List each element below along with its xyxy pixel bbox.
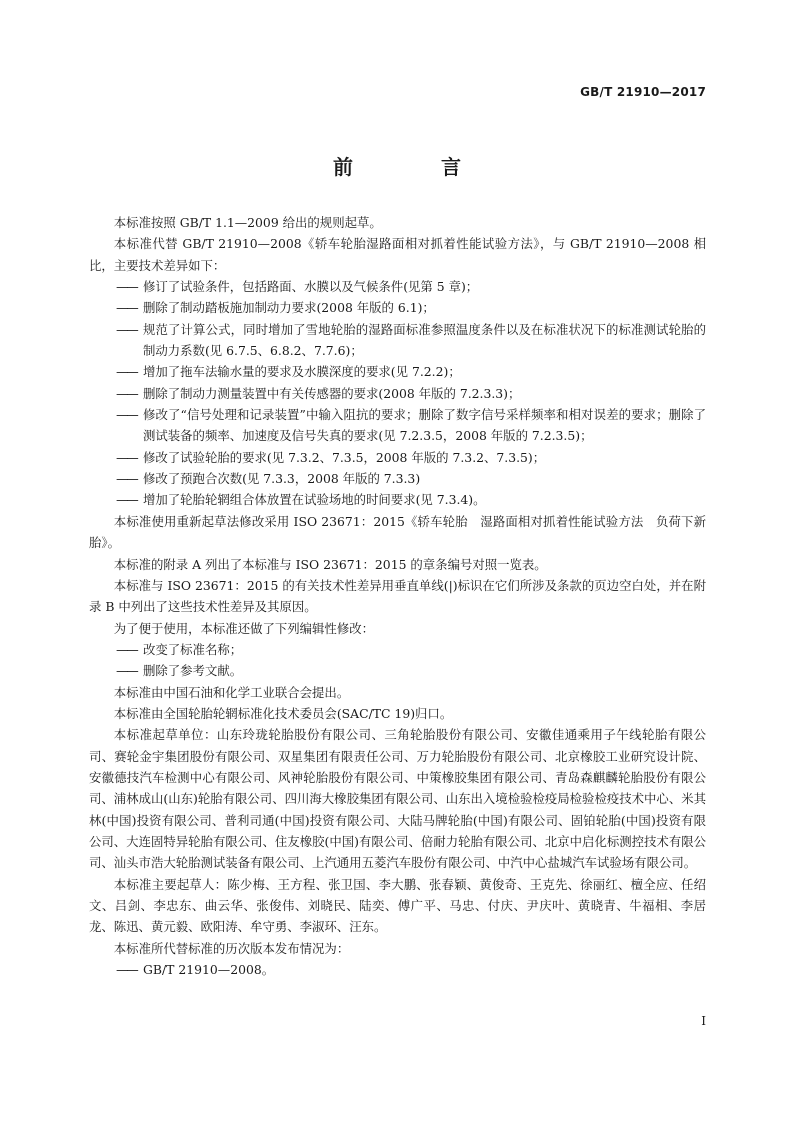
dash-marker: —— — [116, 471, 137, 487]
list-item-text: 删除了制动踏板施加制动力要求(2008 年版的 6.1)； — [143, 300, 435, 316]
list-item-text: 规范了计算公式，同时增加了雪地轮胎的湿路面标准参照温度条件以及在标准状况下的标准测试轮胎的制动力系数(见 6.7.5、6.8.2、7.7.6)； — [143, 321, 706, 359]
list-item — [89, 361, 706, 382]
list-item — [89, 468, 706, 489]
paragraph: 为了便于使用，本标准还做了下列编辑性修改： — [113, 620, 374, 636]
paragraph: 本标准使用重新起草法修改采用 ISO 23671：2015《轿车轮胎 湿路面相对抓着性能试验方法 负荷下新胎》。 — [89, 513, 706, 551]
list-item — [89, 297, 706, 318]
paragraph: 本标准代替 GB/T 21910—2008《轿车轮胎湿路面相对抓着性能试验方法》，与 GB/T 21910—2008 相比，主要技术差异如下： — [89, 236, 706, 273]
paragraph: 本标准的附录 A 列出了本标准与 ISO 23671：2015 的章条编号对照一览表。 — [113, 556, 547, 572]
dash-marker: —— — [116, 385, 137, 401]
list-item — [89, 383, 706, 404]
list-item — [89, 639, 706, 660]
list-item — [89, 959, 706, 980]
document-code: GB/T 21910—2017 — [580, 85, 706, 99]
changes-list — [89, 276, 706, 511]
paragraph: 本标准所代替标准的历次版本发布情况为： — [113, 940, 350, 956]
list-item-text: GB/T 21910—2008。 — [143, 962, 275, 978]
page-number: I — [701, 1014, 706, 1028]
list-item-text: 修改了预跑合次数(见 7.3.3，2008 年版的 7.3.3) — [143, 471, 421, 487]
list-item-text: 删除了参考文献。 — [143, 663, 243, 679]
list-item-text: 修订了试验条件，包括路面、水膜以及气候条件(见第 5 章)； — [143, 279, 479, 295]
paragraph: 本标准由中国石油和化学工业联合会提出。 — [113, 684, 350, 700]
page-title: 前 言 — [333, 155, 495, 179]
list-item — [89, 319, 706, 362]
editorial-list — [89, 639, 706, 682]
dash-marker: —— — [116, 364, 137, 380]
paragraph: 本标准由全国轮胎轮辋标准化技术委员会(SAC/TC 19)归口。 — [113, 705, 453, 721]
list-item — [89, 489, 706, 510]
list-item-text: 删除了制动力测量装置中有关传感器的要求(2008 年版的 7.2.3.3)； — [143, 385, 521, 401]
paragraph: 本标准起草单位：山东玲珑轮胎股份有限公司、三角轮胎股份有限公司、安徽佳通乘用子午线轮胎有限公司、赛轮金宇集团股份有限公司、双星集团有限责任公司、万力轮胎股份有限公司、北京橡胶工业研究设计院、安徽德技汽车检测中心有限公司、风神轮胎股份有限公司、中策橡胶集团有限公司、青岛森麒麟轮胎股份有限公司、浦林成山(山东)轮胎有限公司、四川海大橡胶集团有限公司、山东出入境检验检疫局检验检疫技术中心、米其林(中国)投资有限公司、普利司通(中国)投资有限公司、大陆马牌轮胎(中国)有限公司、固铂轮胎(中国)投资有限公司、大连固特异轮胎有限公司、住友橡胶(中国)有限公司、倍耐力轮胎有限公司、北京中启化标测控技术有限公司、汕头市浩大轮胎测试装备有限公司、上汽通用五菱汽车股份有限公司、中汽中心盐城汽车试验场有限公司。 — [89, 727, 706, 871]
list-item-text: 增加了轮胎轮辋组合体放置在试验场地的时间要求(见 7.3.4)。 — [143, 492, 486, 508]
dash-marker: —— — [116, 449, 137, 465]
paragraph: 本标准与 ISO 23671：2015 的有关技术性差异用垂直单线(|)标识在它们所涉及条款的页边空白处，并在附录 B 中列出了这些技术性差异及其原因。 — [89, 577, 706, 615]
list-item-text: 增加了拖车法输水量的要求及水膜深度的要求(见 7.2.2)； — [143, 364, 461, 380]
dash-marker: —— — [116, 663, 137, 679]
dash-marker: —— — [116, 321, 137, 337]
paragraph: 本标准按照 GB/T 1.1—2009 给出的规则起草。 — [113, 215, 382, 230]
list-item-text: 修改了“信号处理和记录装置”中输入阻抗的要求；删除了数字信号采样频率和相对误差的要求；删除了测试装备的频率、加速度及信号失真的要求(见 7.2.3.5，2008 年版的 7.2.3.5)； — [143, 407, 706, 444]
list-item-text: 改变了标准名称； — [143, 641, 243, 657]
list-item — [89, 404, 706, 447]
dash-marker: —— — [116, 279, 137, 295]
dash-marker: —— — [116, 641, 137, 657]
list-item — [89, 276, 706, 297]
paragraph: 本标准主要起草人：陈少梅、王方程、张卫国、李大鹏、张春颖、黄俊奇、王克先、徐丽红、檀全应、任绍文、吕剑、李忠东、曲云华、张俊伟、刘晓民、陆奕、傅广平、马忠、付庆、尹庆叶、黄晓青、牛福相、李居龙、陈迅、黄元毅、欧阳涛、牟守勇、李淑环、汪东。 — [89, 876, 706, 935]
foreword-body — [89, 212, 706, 980]
dash-marker: —— — [116, 962, 137, 978]
dash-marker: —— — [116, 492, 137, 508]
list-item — [89, 447, 706, 468]
list-item — [89, 660, 706, 681]
dash-marker: —— — [116, 407, 137, 423]
list-item-text: 修改了试验轮胎的要求(见 7.3.2、7.3.5，2008 年版的 7.3.2、7.3.5)； — [143, 449, 546, 465]
history-list — [89, 959, 706, 980]
dash-marker: —— — [116, 300, 137, 316]
